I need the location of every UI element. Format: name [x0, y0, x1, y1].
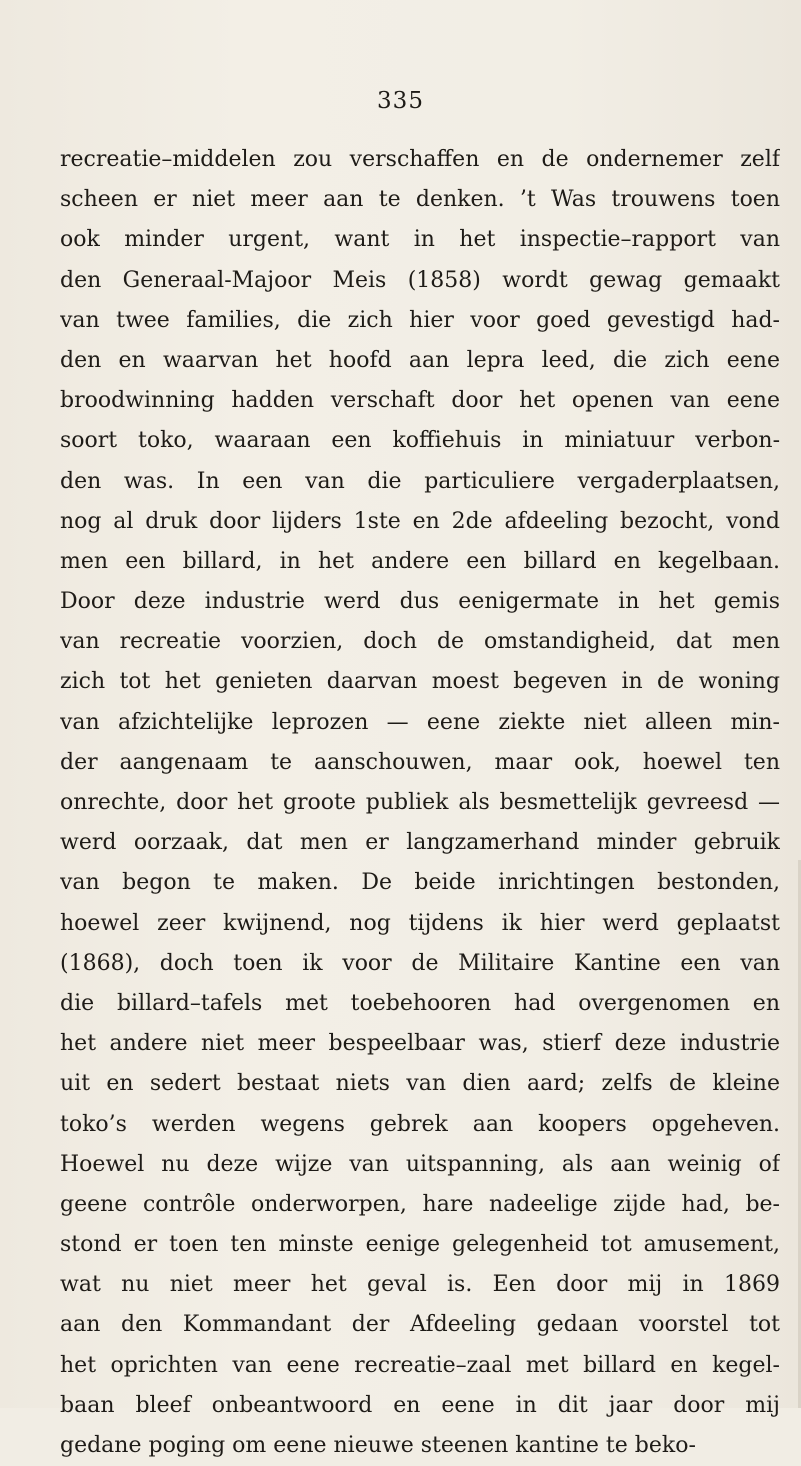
text-line: geene contrôle onderworpen, hare nadeelige zijde had, be-: [60, 1191, 780, 1217]
text-line: wat nu niet meer het geval is. Een door mij in 1869: [60, 1272, 780, 1298]
text-line: onrechte, door het groote publiek als besmettelijk gevreesd —: [60, 790, 780, 815]
text-line: zich tot het genieten daarvan moest begeven in de woning: [60, 669, 780, 695]
text-line: den was. In een van die particuliere vergaderplaatsen,: [60, 468, 780, 494]
text-line: (1868), doch toen ik voor de Militaire Kantine een van: [60, 950, 780, 976]
text-line: die billard–tafels met toebehooren had overgenomen en: [60, 990, 780, 1016]
text-line: ook minder urgent, want in het inspectie–rapport van: [60, 227, 780, 253]
text-line: van recreatie voorzien, doch de omstandigheid, dat men: [60, 629, 780, 655]
text-line: uit en sedert bestaat niets van dien aard; zelfs de kleine: [60, 1071, 780, 1097]
text-line: het andere niet meer bespeelbaar was, stierf deze industrie: [60, 1031, 780, 1057]
text-line: nog al druk door lijders 1ste en 2de afdeeling bezocht, vond: [60, 508, 780, 534]
text-line: van twee families, die zich hier voor goed gevestigd had-: [60, 307, 780, 333]
text-line: het oprichten van eene recreatie–zaal met billard en kegel-: [60, 1352, 780, 1378]
body-text: [60, 140, 780, 1466]
text-line: broodwinning hadden verschaft door het openen van eene: [60, 388, 780, 414]
text-line: toko’s werden wegens gebrek aan koopers opgeheven.: [60, 1111, 780, 1137]
page-number: 335: [377, 88, 424, 114]
text-line: hoewel zeer kwijnend, nog tijdens ik hier werd geplaatst: [60, 910, 780, 936]
text-line: men een billard, in het andere een billard en kegelbaan.: [60, 548, 780, 574]
text-line: Hoewel nu deze wijze van uitspanning, als aan weinig of: [60, 1151, 780, 1177]
text-line: den en waarvan het hoofd aan lepra leed, die zich eene: [60, 347, 780, 373]
text-line: aan den Kommandant der Afdeeling gedaan voorstel tot: [60, 1312, 780, 1338]
text-line: baan bleef onbeantwoord en eene in dit jaar door mij: [60, 1392, 780, 1418]
text-line: den Generaal-Majoor Meis (1858) wordt gewag gemaakt: [60, 267, 780, 293]
text-line: Door deze industrie werd dus eenigermate in het gemis: [60, 589, 780, 615]
text-line: van begon te maken. De beide inrichtingen bestonden,: [60, 870, 780, 896]
text-line: recreatie–middelen zou verschaffen en de ondernemer zelf: [60, 147, 780, 172]
text-line: van afzichtelijke leprozen — eene ziekte niet alleen min-: [60, 709, 780, 735]
text-line: werd oorzaak, dat men er langzamerhand minder gebruik: [60, 830, 780, 856]
text-line: der aangenaam te aanschouwen, maar ook, hoewel ten: [60, 749, 780, 775]
text-line: scheen er niet meer aan te denken. ’t Was trouwens toen: [60, 187, 780, 213]
text-line: gedane poging om eene nieuwe steenen kantine te beko-: [60, 1433, 696, 1458]
text-line: soort toko, waaraan een koffiehuis in miniatuur verbon-: [60, 428, 780, 454]
text-line: stond er toen ten minste eenige gelegenheid tot amusement,: [60, 1232, 780, 1258]
